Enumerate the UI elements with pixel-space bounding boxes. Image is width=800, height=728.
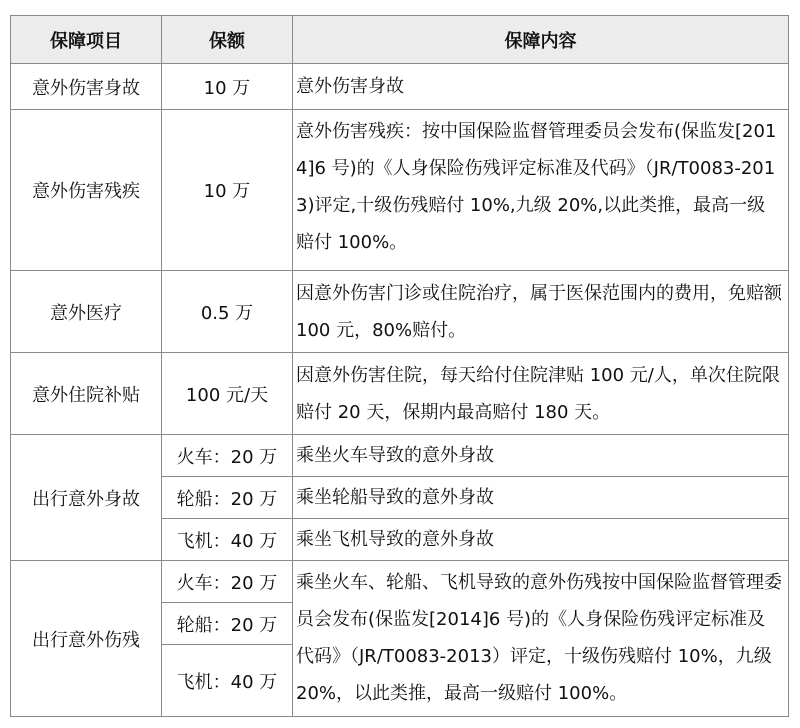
table-row bbox=[11, 64, 789, 110]
item-cell: 意外伤害残疾 bbox=[11, 110, 162, 271]
item-cell: 意外医疗 bbox=[11, 271, 162, 353]
table-row bbox=[11, 435, 789, 477]
amount-cell: 火车：20 万 bbox=[162, 435, 293, 477]
header-amount: 保额 bbox=[162, 16, 293, 64]
item-cell: 意外住院补贴 bbox=[11, 353, 162, 435]
table-row bbox=[11, 353, 789, 435]
amount-cell: 10 万 bbox=[162, 110, 293, 271]
amount-cell: 轮船：20 万 bbox=[162, 477, 293, 519]
table-row bbox=[11, 561, 789, 603]
content-cell: 因意外伤害住院，每天给付住院津贴 100 元/人，单次住院限赔付 20 天，保期内最高赔付 180 天。 bbox=[293, 353, 789, 435]
header-item: 保障项目 bbox=[11, 16, 162, 64]
content-cell: 意外伤害残疾：按中国保险监督管理委员会发布(保监发[2014]6 号)的《人身保险伤残评定标准及代码》（JR/T0083-2013)评定,十级伤残赔付 10%,九级 20%,以此类推，最高一级赔付 100%。 bbox=[293, 110, 789, 271]
amount-cell: 轮船：20 万 bbox=[162, 603, 293, 645]
insurance-coverage-table bbox=[10, 15, 789, 717]
insurance-table-wrapper bbox=[10, 15, 789, 717]
amount-cell: 飞机：40 万 bbox=[162, 645, 293, 717]
content-cell: 乘坐火车导致的意外身故 bbox=[293, 435, 789, 477]
amount-cell: 0.5 万 bbox=[162, 271, 293, 353]
amount-cell: 火车：20 万 bbox=[162, 561, 293, 603]
amount-cell: 10 万 bbox=[162, 64, 293, 110]
table-row bbox=[11, 271, 789, 353]
item-cell: 意外伤害身故 bbox=[11, 64, 162, 110]
content-cell: 乘坐轮船导致的意外身故 bbox=[293, 477, 789, 519]
amount-cell: 100 元/天 bbox=[162, 353, 293, 435]
content-cell: 意外伤害身故 bbox=[293, 64, 789, 110]
amount-cell: 飞机：40 万 bbox=[162, 519, 293, 561]
table-header-row bbox=[11, 16, 789, 64]
table-row bbox=[11, 110, 789, 271]
item-cell: 出行意外伤残 bbox=[11, 561, 162, 717]
header-content: 保障内容 bbox=[293, 16, 789, 64]
content-cell: 乘坐火车、轮船、飞机导致的意外伤残按中国保险监督管理委员会发布(保监发[2014]6 号)的《人身保险伤残评定标准及代码》（JR/T0083-2013）评定，十级伤残赔付 10%，九级 20%，以此类推，最高一级赔付 100%。 bbox=[293, 561, 789, 717]
item-cell: 出行意外身故 bbox=[11, 435, 162, 561]
content-cell: 乘坐飞机导致的意外身故 bbox=[293, 519, 789, 561]
content-cell: 因意外伤害门诊或住院治疗，属于医保范围内的费用，免赔额 100 元，80%赔付。 bbox=[293, 271, 789, 353]
